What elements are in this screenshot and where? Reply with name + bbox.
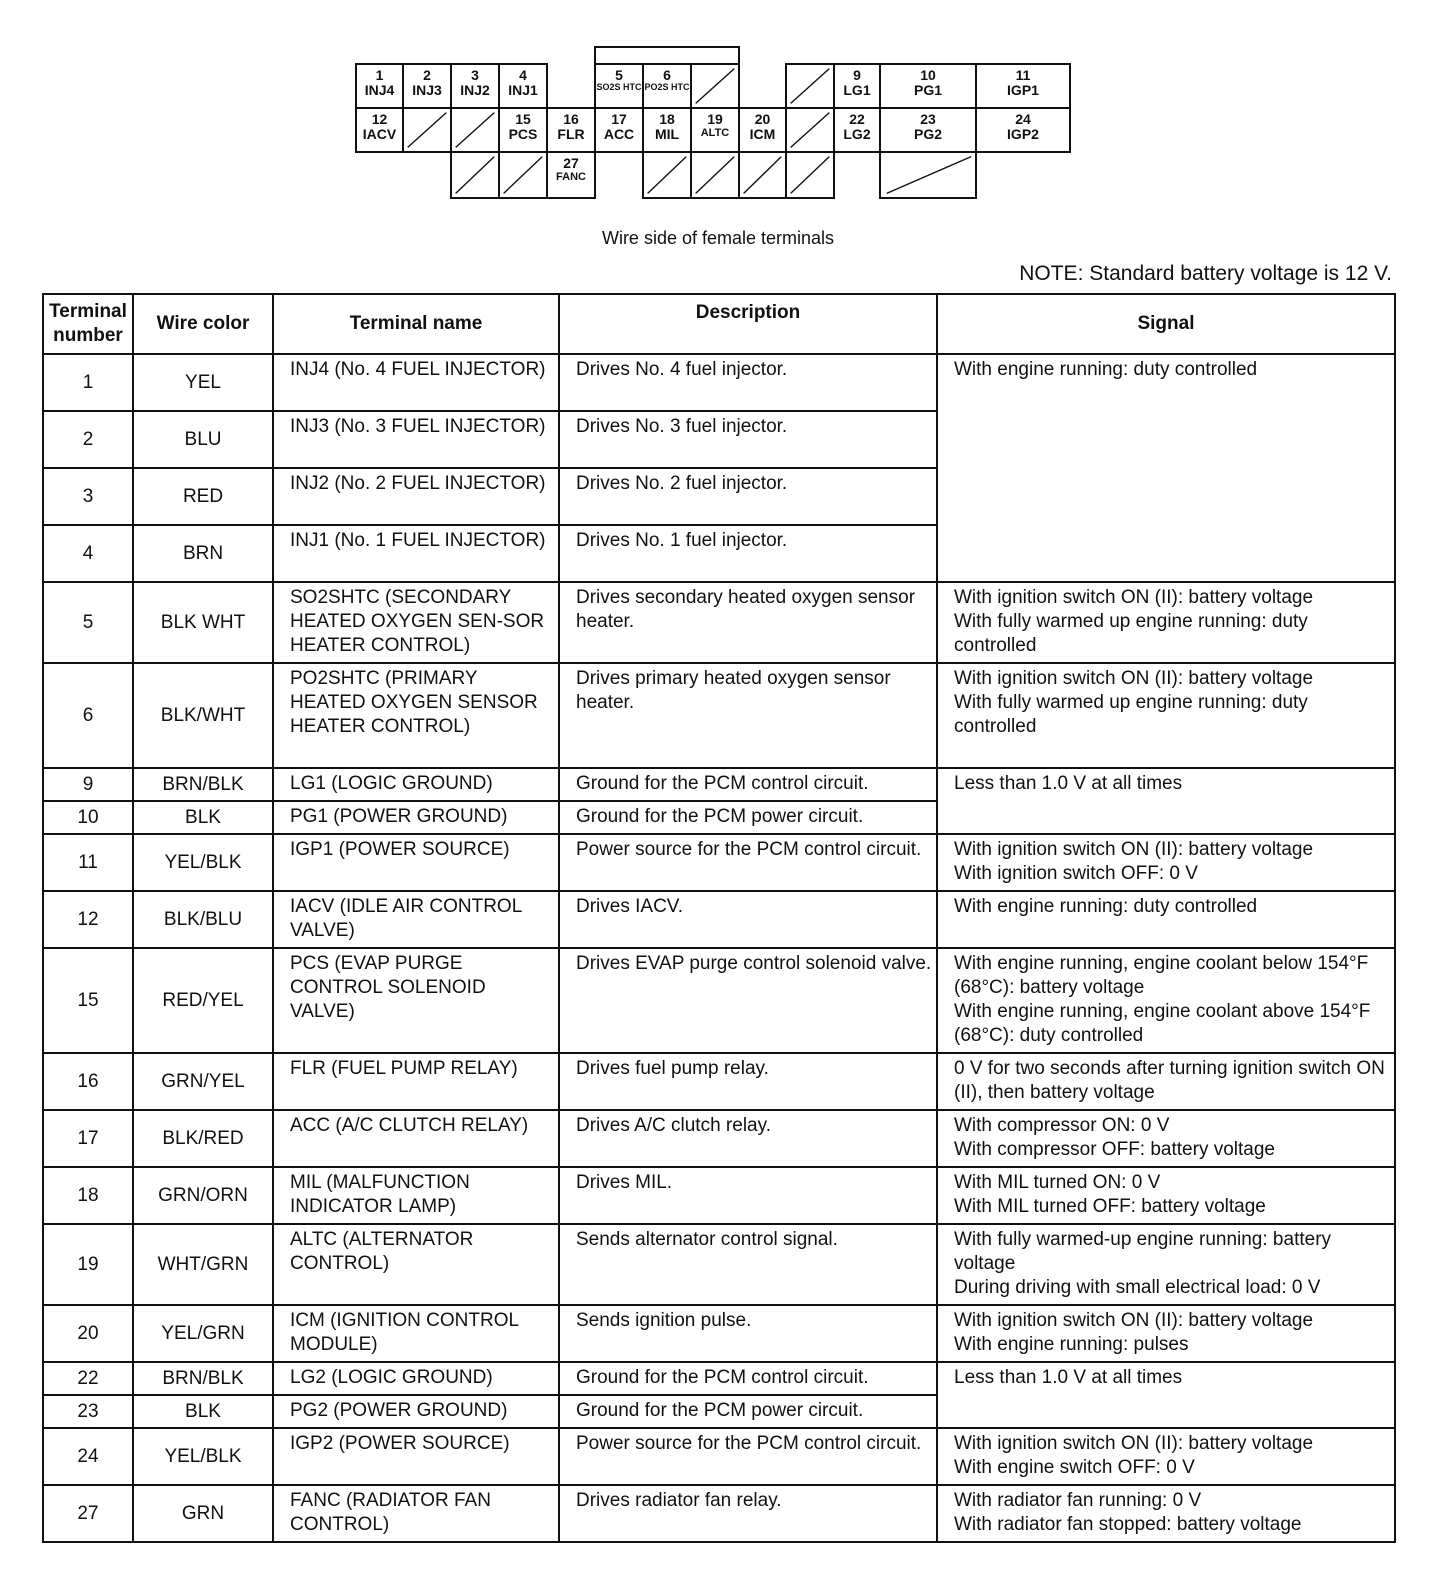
signal [937, 948, 1395, 1053]
terminal-number: 1 [43, 354, 133, 411]
blank-terminal [785, 107, 835, 153]
wire-color: GRN/ORN [133, 1167, 273, 1224]
terminal-number: 4 [43, 525, 133, 582]
signal-text: With engine running: duty controlled [954, 896, 1258, 917]
terminal-name: LG2 (LOGIC GROUND) [273, 1362, 559, 1395]
terminal-number: 11 [43, 834, 133, 891]
signal-line: With compressor OFF: battery voltage [954, 1139, 1275, 1160]
signal-line: With radiator fan running: 0 V [954, 1490, 1202, 1511]
description: Drives radiator fan relay. [559, 1485, 937, 1542]
wire-color: BLU [133, 411, 273, 468]
terminal-name: MIL (MALFUNCTION INDICATOR LAMP) [273, 1167, 559, 1224]
terminal-name: INJ2 (No. 2 FUEL INJECTOR) [273, 468, 559, 525]
blank-terminal [690, 63, 740, 109]
blank-terminal [738, 151, 787, 199]
wire-color: BLK [133, 1395, 273, 1428]
terminal-name: IACV (IDLE AIR CONTROL VALVE) [273, 891, 559, 948]
blank-terminal [450, 107, 500, 153]
connector-lock-tab [594, 46, 740, 65]
terminal-name: PG1 (POWER GROUND) [273, 801, 559, 834]
connector-caption: Wire side of female terminals [601, 228, 835, 248]
header-terminal-number: Terminal number [43, 294, 133, 354]
signal-line: With ignition switch ON (II): battery voltage [954, 839, 1314, 860]
terminal-name: INJ3 (No. 3 FUEL INJECTOR) [273, 411, 559, 468]
description: Drives fuel pump relay. [559, 1053, 937, 1110]
voltage-note: NOTE: Standard battery voltage is 12 V. [1019, 262, 1392, 285]
terminal-5: 5 SO2S HTC [594, 63, 644, 109]
terminal-name: ALTC (ALTERNATOR CONTROL) [273, 1224, 559, 1305]
signal [937, 891, 1395, 948]
header-signal: Signal [937, 294, 1395, 354]
blank-terminal [402, 107, 452, 153]
terminal-number: 20 [43, 1305, 133, 1362]
signal-line: With ignition switch ON (II): battery voltage [954, 1310, 1314, 1331]
table-header-row [43, 294, 1395, 354]
blank-terminal [450, 151, 500, 199]
signal-text: 0 V for two seconds after turning ignition switch ON (II), then battery voltage [954, 1058, 1385, 1103]
connector-diagram [355, 46, 1075, 206]
description: Drives secondary heated oxygen sensor heater. [559, 582, 937, 663]
blank-terminal [785, 63, 835, 109]
description: Drives No. 4 fuel injector. [559, 354, 937, 411]
terminal-number: 15 [43, 948, 133, 1053]
signal-text: With engine running: duty controlled [954, 359, 1258, 380]
description: Sends ignition pulse. [559, 1305, 937, 1362]
table-row [43, 663, 1395, 768]
signal [937, 582, 1395, 663]
signal [937, 1053, 1395, 1110]
terminal-22: 22 LG2 [833, 107, 881, 153]
description: Drives No. 3 fuel injector. [559, 411, 937, 468]
terminal-number: 10 [43, 801, 133, 834]
terminal-number: 27 [43, 1485, 133, 1542]
terminal-name: PCS (EVAP PURGE CONTROL SOLENOID VALVE) [273, 948, 559, 1053]
description: Drives primary heated oxygen sensor heater. [559, 663, 937, 768]
terminal-3: 3 INJ2 [450, 63, 500, 109]
description: Drives A/C clutch relay. [559, 1110, 937, 1167]
terminal-1: 1 INJ4 [355, 63, 404, 109]
signal [937, 1224, 1395, 1305]
signal-line: With engine running, engine coolant below 154°F (68°C): battery voltage [954, 953, 1369, 998]
terminal-10: 10 PG1 [879, 63, 977, 109]
terminal-number: 19 [43, 1224, 133, 1305]
signal-line: With ignition switch ON (II): battery voltage [954, 1433, 1314, 1454]
wire-color: GRN [133, 1485, 273, 1542]
description: Ground for the PCM power circuit. [559, 1395, 937, 1428]
terminal-number: 2 [43, 411, 133, 468]
table-row [43, 1053, 1395, 1110]
terminal-16: 16 FLR [546, 107, 596, 153]
header-wire-color: Wire color [133, 294, 273, 354]
wire-color: WHT/GRN [133, 1224, 273, 1305]
terminal-4: 4 INJ1 [498, 63, 548, 109]
signal-line: With MIL turned ON: 0 V [954, 1172, 1161, 1193]
terminal-number: 16 [43, 1053, 133, 1110]
description: Power source for the PCM control circuit. [559, 834, 937, 891]
blank-terminal [879, 151, 977, 199]
terminal-18: 18 MIL [642, 107, 692, 153]
table-row [43, 891, 1395, 948]
signal-line: With compressor ON: 0 V [954, 1115, 1170, 1136]
table-row [43, 1362, 1395, 1395]
terminal-27: 27 FANC [546, 151, 596, 199]
description: Sends alternator control signal. [559, 1224, 937, 1305]
wire-color: RED/YEL [133, 948, 273, 1053]
signal-line: With engine running: pulses [954, 1334, 1189, 1355]
header-description: Description [559, 294, 937, 354]
blank-terminal [642, 151, 692, 199]
description: Ground for the PCM control circuit. [559, 768, 937, 801]
table-row [43, 354, 1395, 411]
terminal-15: 15 PCS [498, 107, 548, 153]
terminal-name: LG1 (LOGIC GROUND) [273, 768, 559, 801]
table-row [43, 1224, 1395, 1305]
description: Drives No. 2 fuel injector. [559, 468, 937, 525]
signal-line: With radiator fan stopped: battery voltage [954, 1514, 1302, 1535]
terminal-name: ACC (A/C CLUTCH RELAY) [273, 1110, 559, 1167]
table-row [43, 1305, 1395, 1362]
terminal-number: 23 [43, 1395, 133, 1428]
signal-line: With fully warmed up engine running: duty controlled [954, 611, 1308, 656]
wire-color: BLK [133, 801, 273, 834]
description: Ground for the PCM control circuit. [559, 1362, 937, 1395]
wire-color: YEL/BLK [133, 834, 273, 891]
terminal-12: 12 IACV [355, 107, 404, 153]
description: Drives EVAP purge control solenoid valve. [559, 948, 937, 1053]
terminal-9: 9 LG1 [833, 63, 881, 109]
table-row [43, 1485, 1395, 1542]
table-row [43, 948, 1395, 1053]
terminal-number: 17 [43, 1110, 133, 1167]
wire-color: YEL [133, 354, 273, 411]
terminal-table [42, 293, 1396, 1543]
signal-line: With MIL turned OFF: battery voltage [954, 1196, 1266, 1217]
terminal-name: SO2SHTC (SECONDARY HEATED OXYGEN SEN-SOR HEATER CONTROL) [273, 582, 559, 663]
signal-line: With engine running, engine coolant above 154°F (68°C): duty controlled [954, 1001, 1371, 1046]
signal [937, 834, 1395, 891]
terminal-number: 6 [43, 663, 133, 768]
terminal-name: PG2 (POWER GROUND) [273, 1395, 559, 1428]
terminal-23: 23 PG2 [879, 107, 977, 153]
signal-line: With fully warmed-up engine running: battery voltage [954, 1229, 1332, 1274]
wire-color: GRN/YEL [133, 1053, 273, 1110]
signal-line: With ignition switch ON (II): battery voltage [954, 668, 1314, 689]
header-terminal-name: Terminal name [273, 294, 559, 354]
terminal-name: INJ4 (No. 4 FUEL INJECTOR) [273, 354, 559, 411]
signal [937, 1485, 1395, 1542]
table-row [43, 768, 1395, 801]
signal-line: With ignition switch ON (II): battery voltage [954, 587, 1314, 608]
blank-terminal [498, 151, 548, 199]
wire-color: BLK/WHT [133, 663, 273, 768]
table-row [43, 1428, 1395, 1485]
terminal-name: ICM (IGNITION CONTROL MODULE) [273, 1305, 559, 1362]
terminal-19: 19 ALTC [690, 107, 740, 153]
table-row [43, 582, 1395, 663]
terminal-name: FLR (FUEL PUMP RELAY) [273, 1053, 559, 1110]
signal [937, 1110, 1395, 1167]
terminal-6: 6 PO2S HTC [642, 63, 692, 109]
signal-line: With engine switch OFF: 0 V [954, 1457, 1195, 1478]
terminal-20: 20 ICM [738, 107, 787, 153]
blank-terminal [690, 151, 740, 199]
wire-color: BLK WHT [133, 582, 273, 663]
signal [937, 1362, 1395, 1428]
table-row [43, 1167, 1395, 1224]
wire-color: YEL/GRN [133, 1305, 273, 1362]
terminal-name: IGP1 (POWER SOURCE) [273, 834, 559, 891]
signal [937, 354, 1395, 582]
wire-color: RED [133, 468, 273, 525]
signal-line: With ignition switch OFF: 0 V [954, 863, 1198, 884]
signal [937, 1428, 1395, 1485]
terminal-17: 17 ACC [594, 107, 644, 153]
wire-color: BLK/RED [133, 1110, 273, 1167]
description: Drives MIL. [559, 1167, 937, 1224]
table-row [43, 1110, 1395, 1167]
terminal-2: 2 INJ3 [402, 63, 452, 109]
terminal-number: 24 [43, 1428, 133, 1485]
terminal-number: 9 [43, 768, 133, 801]
signal-line: During driving with small electrical load: 0 V [954, 1277, 1321, 1298]
terminal-number: 18 [43, 1167, 133, 1224]
signal [937, 663, 1395, 768]
description: Ground for the PCM power circuit. [559, 801, 937, 834]
table-row [43, 834, 1395, 891]
terminal-name: IGP2 (POWER SOURCE) [273, 1428, 559, 1485]
terminal-24: 24 IGP2 [975, 107, 1071, 153]
description: Power source for the PCM control circuit. [559, 1428, 937, 1485]
terminal-number: 12 [43, 891, 133, 948]
blank-terminal [785, 151, 835, 199]
terminal-name: INJ1 (No. 1 FUEL INJECTOR) [273, 525, 559, 582]
signal-text: Less than 1.0 V at all times [954, 1367, 1183, 1388]
signal-text: Less than 1.0 V at all times [954, 773, 1183, 794]
wire-color: BLK/BLU [133, 891, 273, 948]
terminal-number: 22 [43, 1362, 133, 1395]
terminal-name: PO2SHTC (PRIMARY HEATED OXYGEN SENSOR HEATER CONTROL) [273, 663, 559, 768]
description: Drives IACV. [559, 891, 937, 948]
wire-color: BRN/BLK [133, 1362, 273, 1395]
wire-color: BRN/BLK [133, 768, 273, 801]
wire-color: BRN [133, 525, 273, 582]
signal [937, 1305, 1395, 1362]
signal [937, 1167, 1395, 1224]
terminal-11: 11 IGP1 [975, 63, 1071, 109]
signal [937, 768, 1395, 834]
signal-line: With fully warmed up engine running: duty controlled [954, 692, 1308, 737]
terminal-number: 3 [43, 468, 133, 525]
wire-color: YEL/BLK [133, 1428, 273, 1485]
description: Drives No. 1 fuel injector. [559, 525, 937, 582]
terminal-name: FANC (RADIATOR FAN CONTROL) [273, 1485, 559, 1542]
terminal-number: 5 [43, 582, 133, 663]
